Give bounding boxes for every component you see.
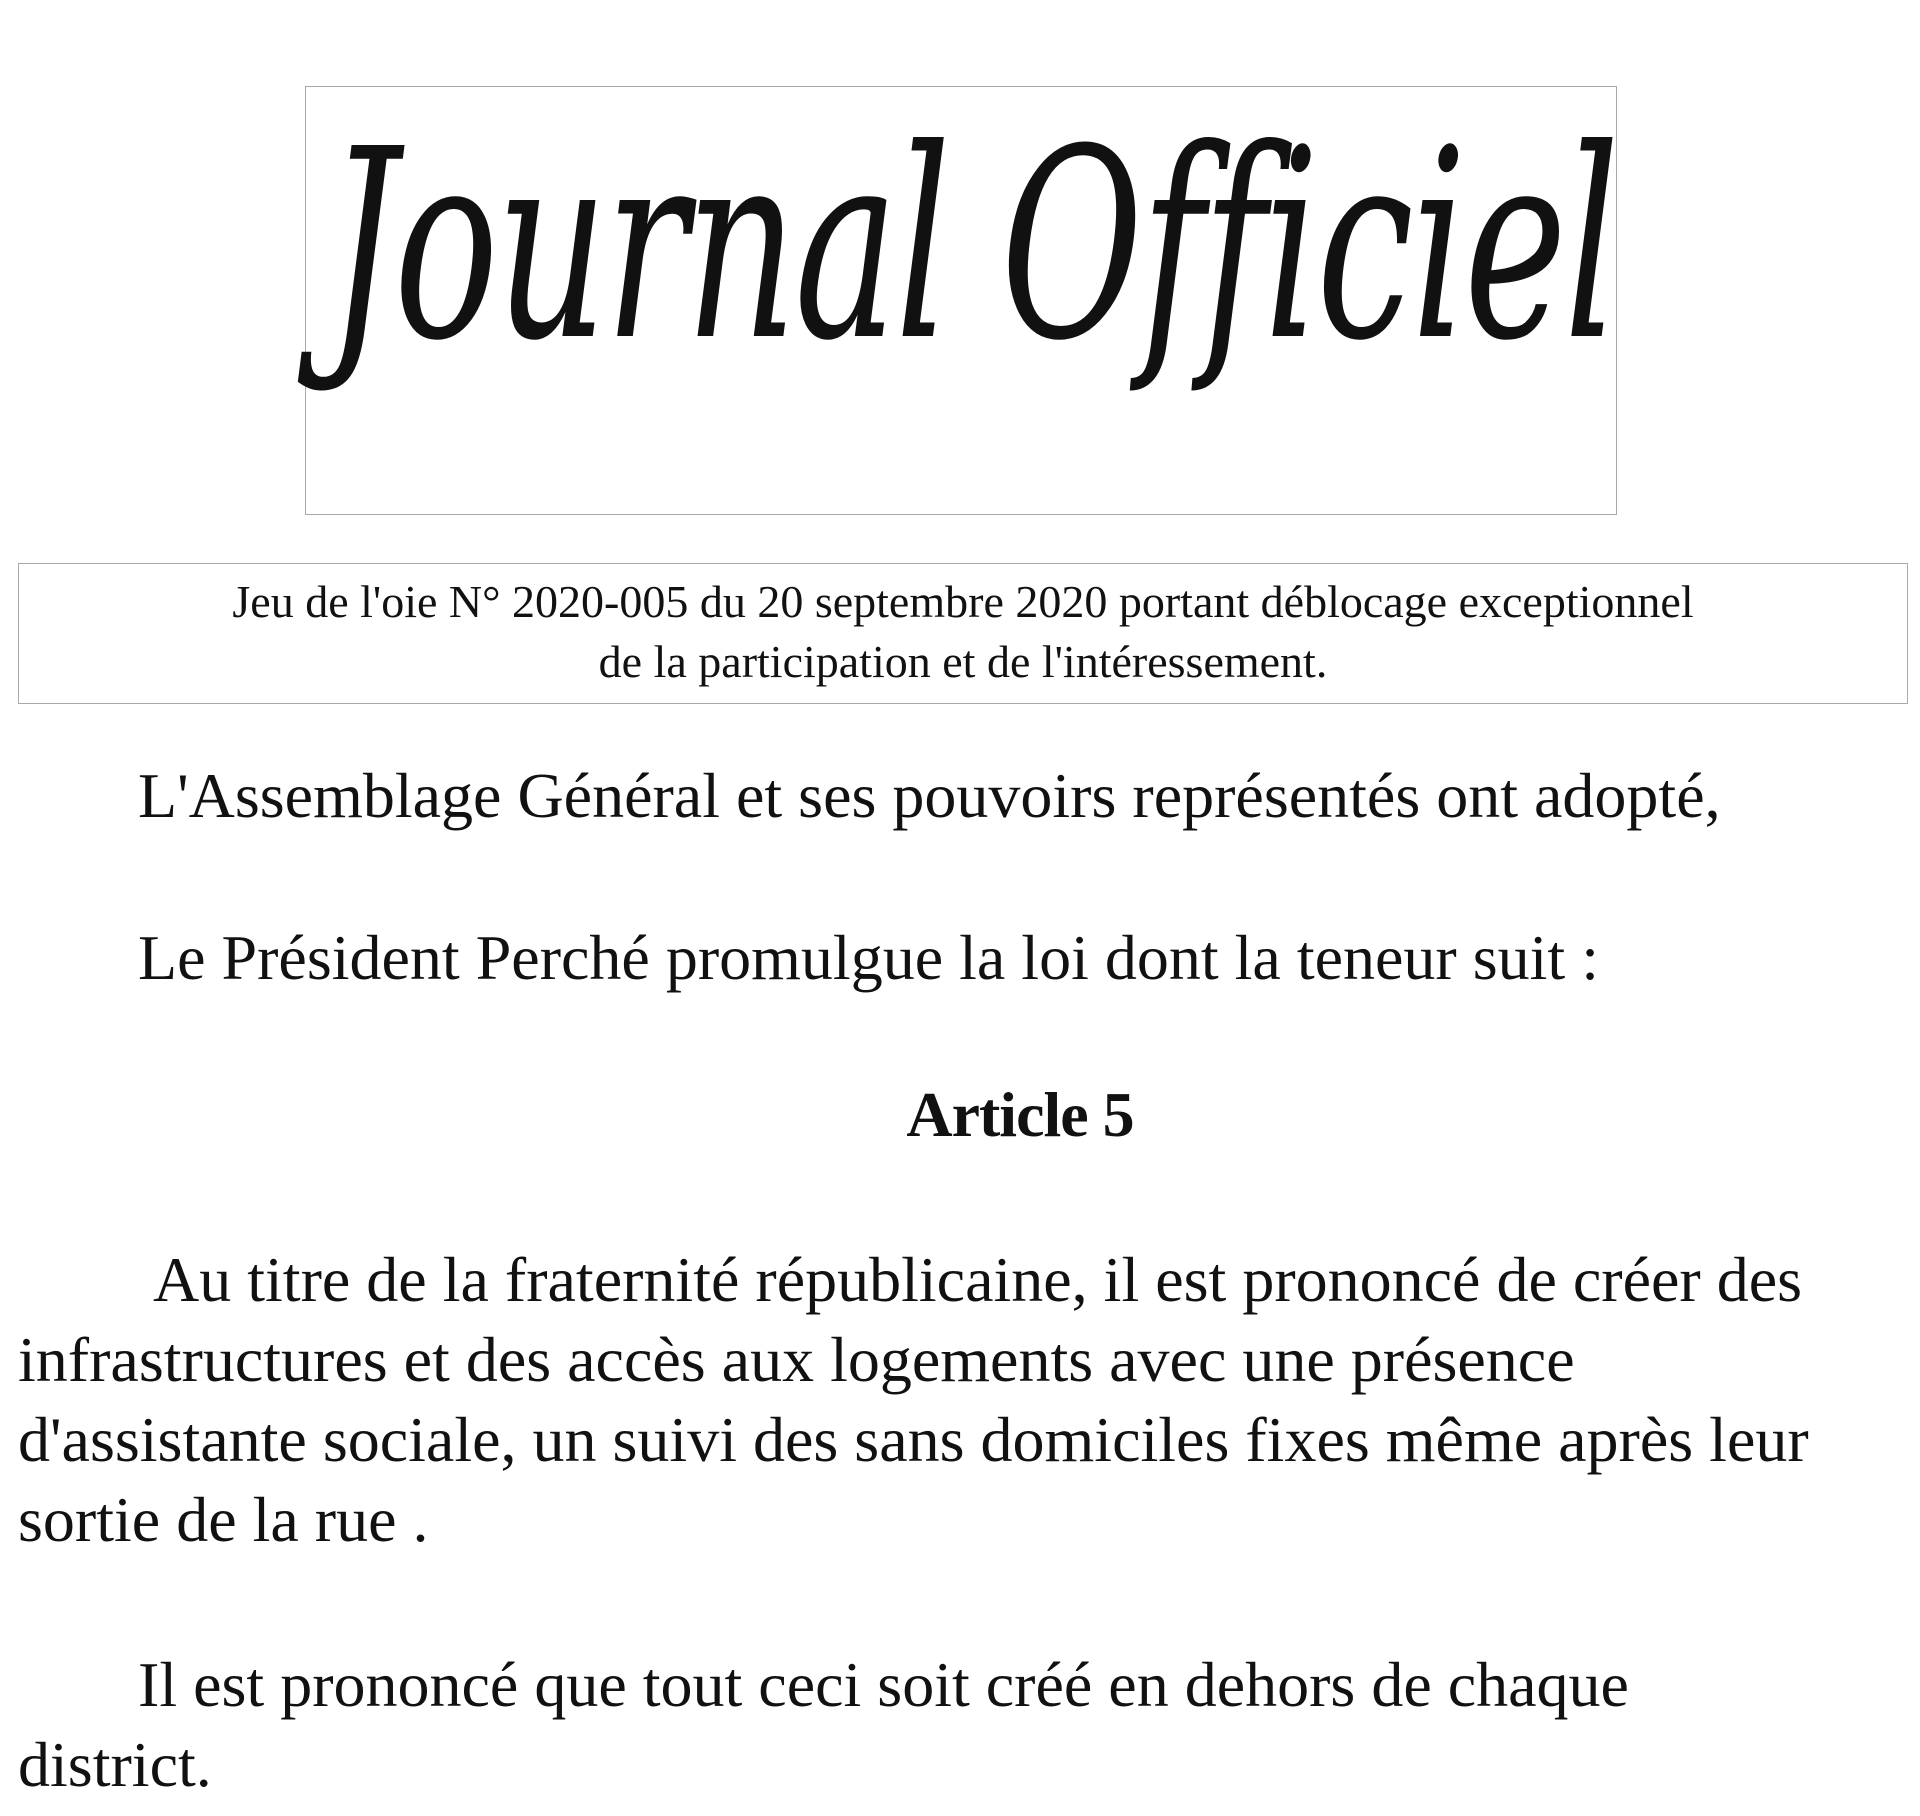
article-heading: Article 5: [906, 1079, 1134, 1150]
article-paragraph-2: [18, 1645, 1629, 1805]
paragraph-1-line: d'assistante sociale, un suivi des sans domiciles fixes même après leur: [18, 1404, 1809, 1475]
promulgation-statement: Le Président Perché promulgue la loi dont la teneur suit :: [138, 922, 1599, 993]
paragraph-1-line: sortie de la rue .: [18, 1484, 429, 1555]
decree-reference-line-1: Jeu de l'oie N° 2020-005 du 20 septembre 2020 portant déblocage exceptionnel: [232, 576, 1694, 627]
paragraph-2-line: Il est prononcé que tout ceci soit créé en dehors de chaque: [138, 1649, 1629, 1720]
article-paragraph-1: [18, 1240, 1809, 1560]
decree-reference-line-2: de la participation et de l'intéressement.: [598, 636, 1328, 687]
decree-reference-box: [18, 563, 1908, 704]
paragraph-2-line: district.: [18, 1729, 212, 1800]
paragraph-1-line: Au titre de la fraternité républicaine, il est prononcé de créer des: [153, 1244, 1802, 1315]
adoption-statement: L'Assemblage Général et ses pouvoirs représentés ont adopté,: [138, 760, 1721, 831]
masthead-title: Journal Officiel: [297, 93, 1617, 398]
masthead-logo: [297, 86, 1705, 515]
paragraph-1-line: infrastructures et des accès aux logements avec une présence: [18, 1324, 1575, 1395]
